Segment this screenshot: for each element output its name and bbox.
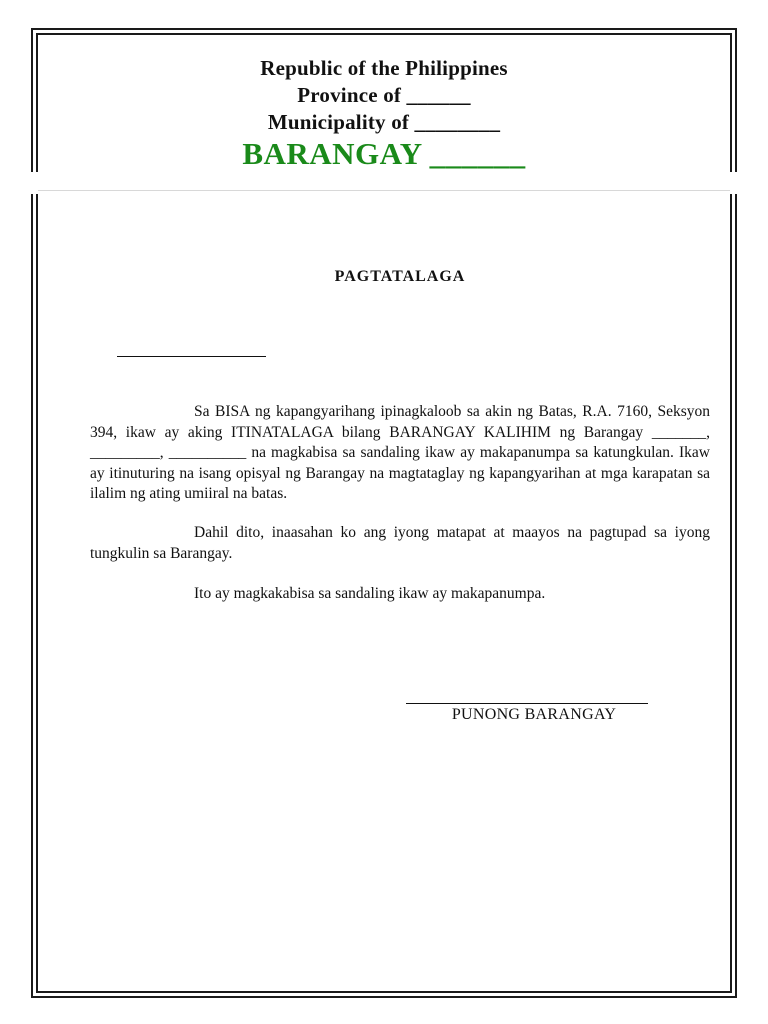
country-heading: Republic of the Philippines — [260, 56, 508, 80]
header-divider — [38, 190, 730, 191]
signature-line — [406, 703, 648, 704]
barangay-heading: BARANGAY ______ — [242, 136, 526, 171]
province-heading: Province of ______ — [297, 83, 471, 107]
appointment-paragraph: Sa BISA ng kapangyarihang ipinagkaloob sa akin ng Batas, R.A. 7160, Seksyon 394, ikaw ay aking ITINATALAGA bilang BARANGAY KALIHIM ng Barangay _______, _________, __________ na magkabisa sa sandaling ikaw ay makapanumpa sa katungkulan. Ikaw ay itinuturing na isang opisyal ng Barangay na magtataglay ng kapangyarihan at mga karapatan sa ilalim ng ating umiiral na batas. — [90, 403, 710, 503]
appointee-name-blank — [117, 356, 266, 357]
document-title: PAGTATALAGA — [334, 268, 466, 285]
effectivity-paragraph: Ito ay magkakabisa sa sandaling ikaw ay makapanumpa. — [194, 585, 546, 602]
signatory-title: PUNONG BARANGAY — [451, 706, 617, 723]
municipality-heading: Municipality of ________ — [267, 110, 501, 134]
expectation-paragraph: Dahil dito, inaasahan ko ang iyong matapat at maayos na pagtupad sa iyong tungkulin sa Barangay. — [90, 524, 710, 562]
